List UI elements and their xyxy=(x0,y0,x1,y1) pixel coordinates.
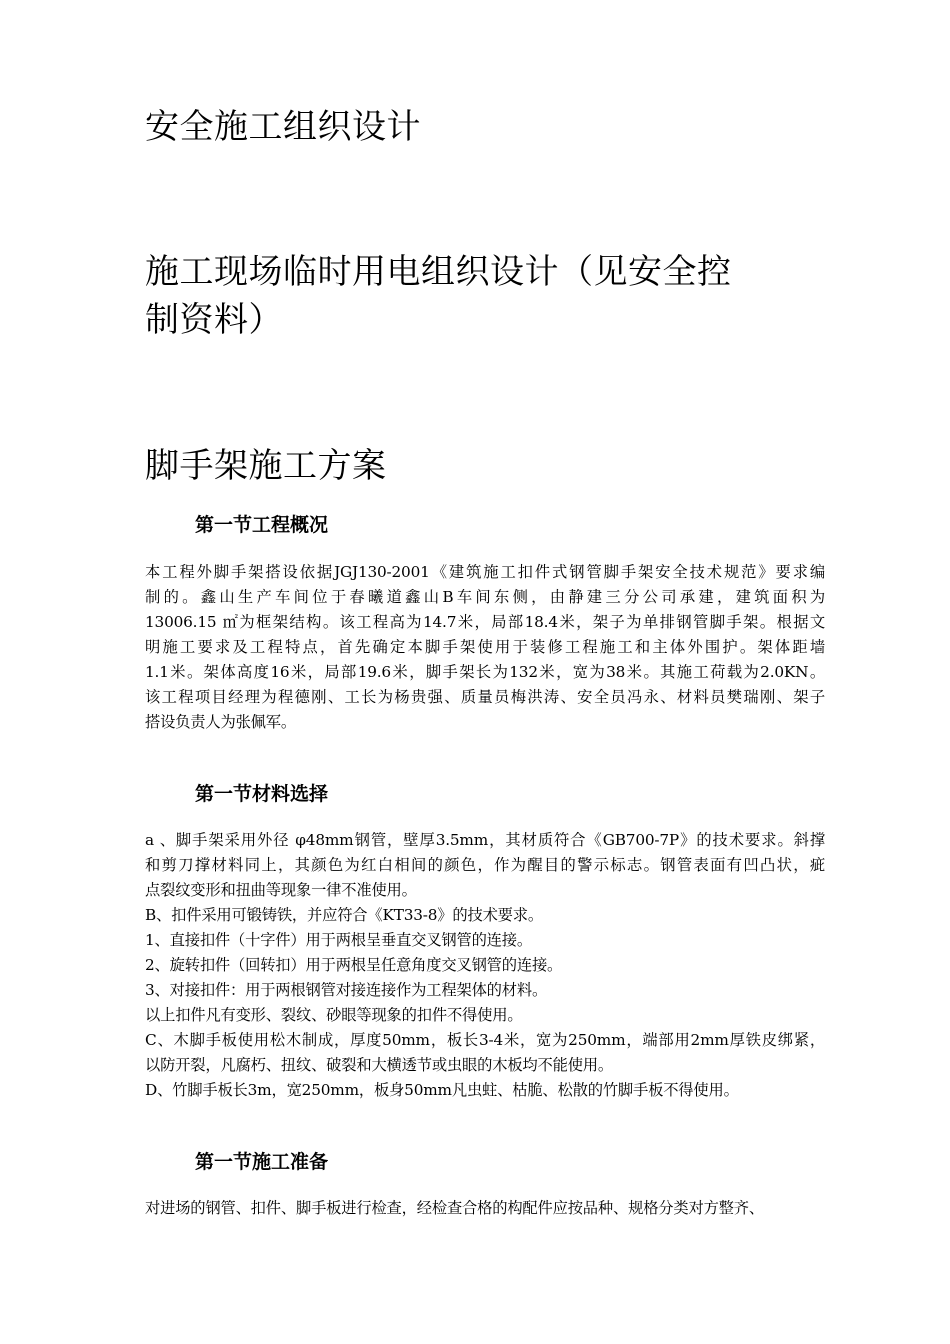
text-line: 本工程外脚手架搭设依据JGJ130-2001《建筑施工扣件式钢管脚手架安全技术规范》要求编 xyxy=(145,563,825,581)
paragraph-preparation xyxy=(145,1196,825,1221)
text-line: C、木脚手板使用松木制成，厚度50mm，板长3-4米，宽为250mm，端部用2mm厚铁皮绑紧， xyxy=(145,1031,825,1049)
text-line: 以上扣件凡有变形、裂纹、砂眼等现象的扣件不得使用。 xyxy=(145,1006,523,1024)
text-line: 2、旋转扣件（回转扣）用于两根呈任意角度交叉钢管的连接。 xyxy=(145,956,563,974)
text-line: 对进场的钢管、扣件、脚手板进行检查，经检查合格的构配件应按品种、规格分类对方整齐、 xyxy=(145,1199,764,1217)
section-heading-overview: 第一节工程概况 xyxy=(195,514,329,536)
paragraph-materials xyxy=(145,828,825,1103)
text-line: 1.1米。架体高度16米，局部19.6米，脚手架长为132米，宽为38米。其施工荷载为2.0KN。 xyxy=(145,663,825,681)
text-line: 以防开裂，凡腐朽、扭纹、破裂和大横透节或虫眼的木板均不能使用。 xyxy=(145,1056,614,1074)
text-line: D、竹脚手板长3m，宽250mm，板身50mm凡虫蛀、枯脆、松散的竹脚手板不得使用。 xyxy=(145,1081,739,1099)
section-heading-materials: 第一节材料选择 xyxy=(195,783,329,805)
text-line: 1、直接扣件（十字件）用于两根呈垂直交叉钢管的连接。 xyxy=(145,931,532,949)
text-line: 13006.15 ㎡为框架结构。该工程高为14.7米，局部18.4米，架子为单排钢管脚手架。根据文 xyxy=(145,613,825,631)
title-line: 施工现场临时用电组织设计（见安全控 xyxy=(145,252,732,292)
paragraph-overview xyxy=(145,560,825,735)
text-line: 制的。鑫山生产车间位于春曦道鑫山B车间东侧，由静建三分公司承建，建筑面积为 xyxy=(145,588,825,606)
text-line: a 、脚手架采用外径 φ48mm钢管，壁厚3.5mm，其材质符合《GB700-7P》的技术要求。斜撑 xyxy=(145,831,825,849)
section-heading-preparation: 第一节施工准备 xyxy=(195,1151,329,1173)
text-line: 3、对接扣件：用于两根钢管对接连接作为工程架体的材料。 xyxy=(145,981,548,999)
text-line: 搭设负责人为张佩军。 xyxy=(145,713,296,731)
text-line: B、扣件采用可锻铸铁，并应符合《KT33-8》的技术要求。 xyxy=(145,906,543,924)
text-line: 和剪刀撑材料同上，其颜色为红白相间的颜色，作为醒目的警示标志。钢管表面有凹凸状，疵 xyxy=(145,856,825,874)
title-safety-construction-design: 安全施工组织设计 xyxy=(145,107,421,147)
title-temporary-electricity xyxy=(145,248,815,344)
title-scaffold-plan: 脚手架施工方案 xyxy=(145,446,387,486)
text-line: 点裂纹变形和扭曲等现象一律不准使用。 xyxy=(145,881,417,899)
text-line: 明施工要求及工程特点，首先确定本脚手架使用于装修工程施工和主体外围护。架体距墙 xyxy=(145,638,825,656)
text-line: 该工程项目经理为程德刚、工长为杨贵强、质量员梅洪涛、安全员冯永、材料员樊瑞刚、架子 xyxy=(145,688,825,706)
title-line: 制资料） xyxy=(145,300,283,340)
